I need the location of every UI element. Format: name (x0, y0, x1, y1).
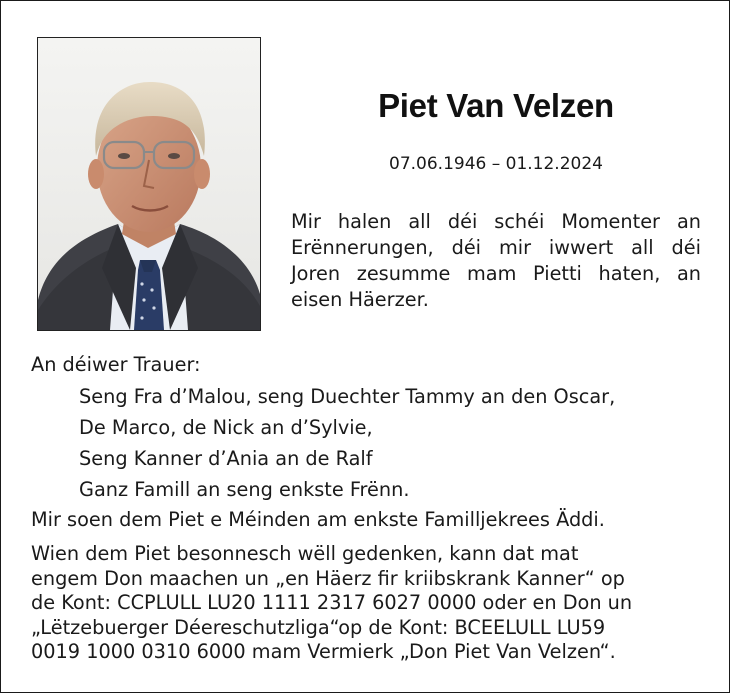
deceased-name: Piet Van Velzen (378, 87, 614, 124)
life-dates: 07.06.1946 – 01.12.2024 (389, 154, 603, 174)
mourner-line: Seng Kanner d’Ania an de Ralf (79, 447, 373, 470)
donation-line: de Kont: CCPLULL LU20 1111 2317 6027 0000 oder en Don un (31, 591, 633, 614)
mourners-list (79, 381, 615, 505)
tribute-line: Erënnerungen, déi mir iwwert all déi (291, 236, 701, 259)
tribute-line: Mir halen all déi schéi Momenter an (291, 210, 701, 233)
portrait-photo (37, 37, 261, 331)
donation-line: Wien dem Piet besonnesch wëll gedenken, kann dat mat (31, 542, 579, 565)
mourner-line: Seng Fra d’Malou, seng Duechter Tammy an den Oscar, (79, 385, 616, 408)
donation-text (31, 542, 671, 665)
tribute-text (291, 209, 701, 313)
mourner-line: Ganz Famill an seng enkste Frënn. (79, 478, 410, 501)
donation-line: „Lëtzebuerger Déereschutzliga“op de Kont: BCEELULL LU59 (31, 615, 606, 639)
funeral-note: Mir soen dem Piet e Méinden am enkste Familljekrees Äddi. (31, 508, 605, 531)
tribute-line: eisen Häerzer. (291, 288, 429, 311)
donation-line: engem Don maachen un „en Häerz fir kriibskrank Kanner“ op (31, 566, 625, 590)
mourner-line: De Marco, de Nick an d’Sylvie, (79, 416, 373, 439)
donation-line: 0019 1000 0310 6000 mam Vermierk „Don Piet Van Velzen“. (31, 640, 616, 663)
tribute-line: Joren zesumme mam Pietti haten, an (291, 262, 701, 285)
mourning-heading: An déiwer Trauer: (31, 353, 201, 376)
